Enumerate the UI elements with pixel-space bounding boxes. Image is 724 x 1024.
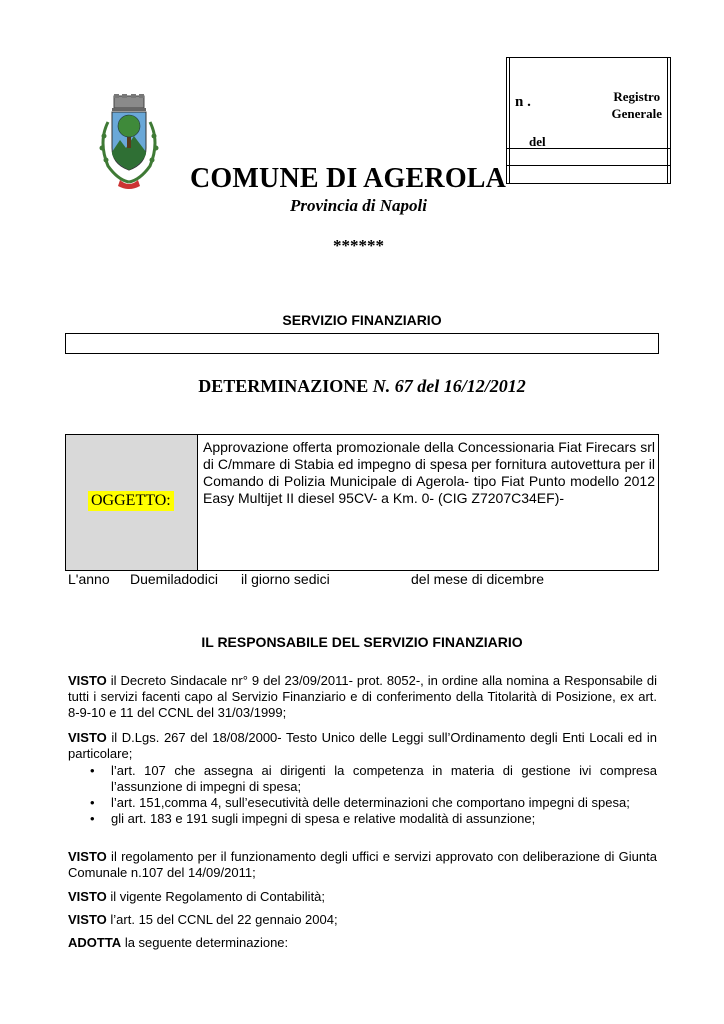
determination-number: N. 67 del 16/12/2012 <box>372 376 526 396</box>
subject-table <box>65 434 659 571</box>
visto-lead: VISTO <box>68 912 107 927</box>
list-item: • l’art. 151,comma 4, sull’esecutività delle determinazioni che comportano impegni di spesa; <box>86 795 657 811</box>
service-heading: SERVIZIO FINANZIARIO <box>282 312 442 328</box>
registro-text: Registro <box>613 89 661 104</box>
visto-lead: VISTO <box>68 849 107 864</box>
anno-label: L'anno <box>68 571 110 587</box>
paragraph-visto-dlgs <box>68 730 657 762</box>
register-box <box>506 57 671 184</box>
subject-label: OGGETTO: <box>88 491 174 511</box>
list-item: • gli art. 183 e 191 sugli impegni di spesa e relative modalità di assunzione; <box>86 811 657 827</box>
paragraph-visto-ccnl <box>68 912 657 928</box>
separator-stars: ****** <box>333 236 384 255</box>
paragraph-text: il regolamento per il funzionamento degli uffici e servizi approvato con deliberazione di Giunta Comunale n.107 del 14/09/2011; <box>68 849 657 880</box>
list-item: • l’art. 107 che assegna ai dirigenti la competenza in materia di gestione ivi compresa l’assunzione di impegni di spesa; <box>86 763 657 795</box>
register-general-label <box>611 88 662 122</box>
articles-list <box>86 763 657 827</box>
responsible-heading: IL RESPONSABILE DEL SERVIZIO FINANZIARIO <box>201 634 523 650</box>
register-number-label: n . <box>515 94 531 110</box>
mese-text: del mese di dicembre <box>411 571 545 587</box>
giorno-text: il giorno sedici <box>241 571 330 587</box>
page-title: COMUNE DI AGEROLA <box>190 163 507 194</box>
visto-lead: VISTO <box>68 730 107 745</box>
subject-label-cell <box>66 435 198 570</box>
paragraph-text: il Decreto Sindacale nr° 9 del 23/09/2011- prot. 8052-, in ordine alla nomina a Responsabile di tutti i servizi facenti capo al Servizio Finanziario e di conferimento della Titolarità di Posizione, ex art. 8-9-10 e 11 del CCNL del 31/03/1999; <box>68 673 657 720</box>
determination-heading <box>0 376 724 397</box>
paragraph-visto-contabilita <box>68 889 657 905</box>
paragraph-text: il D.Lgs. 267 del 18/08/2000- Testo Unico delle Leggi sull’Ordinamento degli Enti Locali ed in particolare; <box>68 730 657 761</box>
generale-text: Generale <box>611 106 662 121</box>
province-subtitle: Provincia di Napoli <box>290 196 427 215</box>
visto-lead: VISTO <box>68 673 107 688</box>
paragraph-text: la seguente determinazione: <box>121 935 289 950</box>
coat-of-arms-icon <box>90 92 168 192</box>
paragraph-adotta <box>68 935 657 951</box>
anno-value: Duemiladodici <box>130 571 218 587</box>
empty-field-bar <box>65 333 659 354</box>
paragraph-text: il vigente Regolamento di Contabilità; <box>106 889 326 904</box>
paragraph-visto-regolamento <box>68 849 657 881</box>
determination-prefix: DETERMINAZIONE <box>198 376 369 396</box>
paragraph-visto-decreto <box>68 673 657 721</box>
paragraph-text: l’art. 15 del CCNL del 22 gennaio 2004; <box>106 912 338 927</box>
subject-text: Approvazione offerta promozionale della Concessionaria Fiat Firecars srl di C/mmare di Stabia ed impegno di spesa per fornitura autovettura per il Comando di Polizia Municipale di Agerola- tipo Fiat Punto modello 2012 Easy Multijet II diesel 95CV- a Km. 0- (CIG Z7207C34EF)- <box>203 439 655 506</box>
visto-lead: VISTO <box>68 889 107 904</box>
adotta-lead: ADOTTA <box>68 935 122 950</box>
register-date-label: del <box>529 134 546 149</box>
